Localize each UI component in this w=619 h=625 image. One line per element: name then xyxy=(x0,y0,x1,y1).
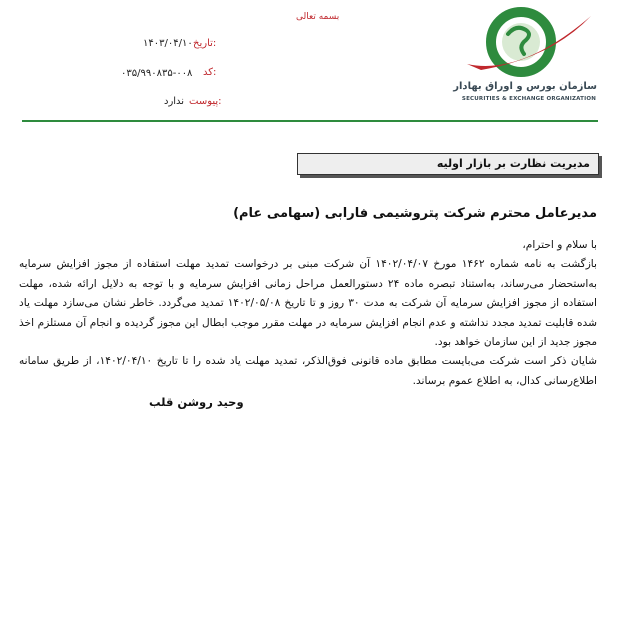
attachment-value: ندارد xyxy=(164,96,185,107)
header-divider xyxy=(22,120,598,122)
department-title: مدیریت نظارت بر بازار اولیه xyxy=(436,157,590,170)
seo-logo-emblem-icon xyxy=(461,6,597,86)
signature: وحید روشن قلب xyxy=(149,395,244,409)
greeting: با سلام و احترام، xyxy=(522,239,597,251)
code-value: ۰۳۵/۹۹۰۸۳۵-۰۰۸ xyxy=(121,68,193,79)
date-value: ۱۴۰۳/۰۴/۱۰ xyxy=(143,38,193,49)
logo-name-en: SECURITIES & EXCHANGE ORGANIZATION xyxy=(461,96,597,102)
addressee: مدیرعامل محترم شرکت پتروشیمی فارابی (سهامی عام) xyxy=(233,206,597,221)
seo-logo xyxy=(453,6,597,106)
attachment-label: پیوست: xyxy=(189,96,222,107)
date-label: تاریخ: xyxy=(193,38,217,49)
main-paragraph: بازگشت به نامه شماره ۱۴۶۲ مورخ ۱۴۰۲/۰۴/۰۷ آن شرکت مبنی بر درخواست تمدید مهلت استفاده از مجوز افزایش سرمایه به‌استحضار می‌رساند، به‌استناد تبصره ماده ۲۴ دستورالعمل مراحل زمانی افزایش سرمایه و با توجه به دلایل ارائه شده، مهلت استفاده از مجوز افزایش سرمایه آن شرکت به مدت ۳۰ روز و تا تاریخ ۱۴۰۲/۰۵/۰۸ تمدید می‌گردد. خاطر نشان می‌سازد مهلت یاد شده قابلیت تمدید مجدد نداشته و عدم انجام افزایش سرمایه در مهلت مقرر موجب ابطال این مجوز گردیده و انجام آن مستلزم اخذ مجوز جدید از این سازمان خواهد بود. xyxy=(19,258,597,349)
code-label: کد: xyxy=(203,67,217,78)
letter-body xyxy=(19,236,597,391)
logo-name-fa: سازمان بورس و اوراق بهادار xyxy=(453,81,597,92)
department-box xyxy=(297,153,599,175)
note-paragraph: شایان ذکر است شرکت می‌بایست مطابق ماده قانونی فوق‌الذکر، تمدید مهلت یاد شده را تا تاریخ ۱۴۰۲/۰۴/۱۰، از طریق سامانه اطلاع‌رسانی کدال، به اطلاع عموم برساند. xyxy=(19,355,597,387)
basmala: بسمه تعالی xyxy=(296,12,340,22)
